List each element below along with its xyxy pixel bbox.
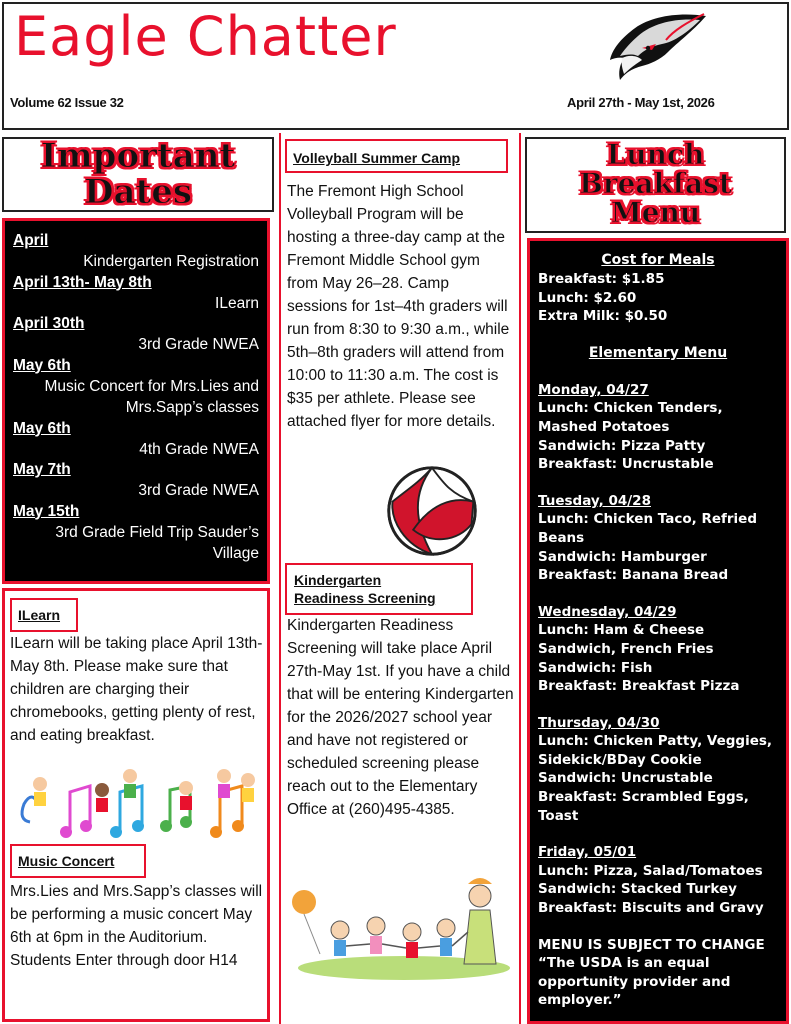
volleyball-camp-heading: Volleyball Summer Camp <box>285 139 508 173</box>
menu-item: Sandwich: Hamburger <box>538 548 707 565</box>
ilearn-heading: ILearn <box>10 598 78 632</box>
ilearn-text: ILearn will be taking place April 13th-May 8th. Please make sure that children are charging their chromebooks, getting plenty of rest, and eating breakfast. <box>10 635 263 744</box>
menu-item: Breakfast: Banana Bread <box>538 567 729 584</box>
menu-item: Lunch: Chicken Tenders, Mashed Potatoes <box>538 400 723 435</box>
meal-cost: Lunch: $2.60 <box>538 289 637 306</box>
issue-date-range: April 27th - May 1st, 2026 <box>567 95 715 110</box>
kinder-heading-line1: Kindergarten <box>294 572 382 588</box>
date-label: May 6th <box>13 356 71 374</box>
menu-day-heading: Friday, 05/01 <box>538 844 637 861</box>
date-label: April <box>13 232 49 249</box>
menu-panel <box>527 238 789 1024</box>
date-item <box>13 314 259 356</box>
menu-heading-line2: Breakfast <box>579 167 732 200</box>
menu-day-heading: Tuesday, 04/28 <box>538 492 651 509</box>
elementary-menu-heading: Elementary Menu <box>588 344 728 361</box>
important-heading-line2: Dates <box>84 172 192 212</box>
volume-issue: Volume 62 Issue 32 <box>10 95 124 110</box>
date-description: 3rd Grade Field Trip Sauder’s Village <box>55 523 259 562</box>
date-description: ILearn <box>215 294 259 312</box>
menu-day-heading: Monday, 04/27 <box>538 381 649 398</box>
meal-cost: Breakfast: $1.85 <box>538 271 665 287</box>
music-concert-text: Mrs.Lies and Mrs.Sapp’s classes will be performing a music concert May 6th at 6pm in the Auditorium. Students Enter through door H14 <box>10 883 263 969</box>
date-label: April 13th- May 8th <box>13 273 152 291</box>
date-description: 3rd Grade NWEA <box>138 482 259 499</box>
date-description: Kindergarten Registration <box>83 253 259 270</box>
date-item <box>13 419 259 461</box>
menu-day-heading: Thursday, 04/30 <box>538 714 660 731</box>
volleyball-camp-text: The Fremont High School Volleyball Program will be hosting a three-day camp at the Fremont Middle School gym from May 26–28. Camp sessions for 1st–4th graders will run from 8:30 to 9:30 a.m., while 5th–8th graders will attend from 10:00 to 11:30 a.m. The cost is $35 per athlete. Please see attached flyer for more details. <box>287 183 510 430</box>
menu-item: Sandwich: Fish <box>538 659 653 676</box>
kindergarten-screening-text: Kindergarten Readiness Screening will take place April 27th-May 1st. If you have a child that will be entering Kindergarten for the 2026/2027 school year and have not registered or scheduled screening please reach out to the Elementary Office at (260)495-4385. <box>287 617 514 818</box>
menu-change-notice: MENU IS SUBJECT TO CHANGE <box>538 936 765 953</box>
date-label: May 6th <box>13 419 71 437</box>
date-label: May 15th <box>13 502 80 520</box>
column-divider <box>279 133 281 1024</box>
menu-item: Breakfast: Uncrustable <box>538 456 714 473</box>
kinder-heading-line2: Readiness Screening <box>294 590 436 606</box>
menu-day-heading: Wednesday, 04/29 <box>538 603 677 620</box>
menu-item: Sandwich: Uncrustable <box>538 770 713 787</box>
date-item <box>13 502 259 565</box>
menu-day <box>538 381 778 474</box>
lunch-breakfast-menu-heading <box>527 140 784 227</box>
menu-item: Sandwich: Stacked Turkey <box>538 881 737 898</box>
menu-item: Breakfast: Breakfast Pizza <box>538 678 740 695</box>
date-description: 3rd Grade NWEA <box>138 336 259 353</box>
music-kids-illustration-icon <box>10 762 260 840</box>
cost-for-meals-heading: Cost for Meals <box>601 252 715 268</box>
music-concert-heading: Music Concert <box>10 844 146 878</box>
important-dates-heading <box>4 138 272 210</box>
important-dates-list <box>2 218 270 584</box>
date-item <box>13 460 259 502</box>
meal-cost: Extra Milk: $0.50 <box>538 308 668 325</box>
menu-item: Lunch: Chicken Patty, Veggies, Sidekick/BDay Cookie <box>538 733 773 768</box>
usda-statement: “The USDA is an equal opportunity provider and employer.” <box>538 955 731 1009</box>
newsletter-title: Eagle Chatter <box>14 5 397 68</box>
kindergarten-screening-heading <box>285 563 473 615</box>
date-item <box>13 273 259 315</box>
menu-item: Breakfast: Scrambled Eggs, Toast <box>538 789 749 824</box>
menu-item: Lunch: Chicken Taco, Refried Beans <box>538 511 757 546</box>
menu-item: Breakfast: Biscuits and Gravy <box>538 900 764 917</box>
menu-item: Lunch: Pizza, Salad/Tomatoes <box>538 862 763 879</box>
date-description: 4th Grade NWEA <box>139 440 259 458</box>
menu-day <box>538 603 778 696</box>
date-label: May 7th <box>13 461 71 478</box>
date-item <box>13 356 259 419</box>
menu-heading-line1: Lunch <box>606 138 705 171</box>
date-label: April 30th <box>13 315 85 332</box>
menu-day <box>538 492 778 585</box>
menu-day <box>538 714 778 826</box>
volleyball-icon <box>385 464 479 558</box>
kids-holding-hands-illustration-icon <box>284 872 514 982</box>
date-item <box>13 231 259 273</box>
eagle-head-icon <box>608 10 708 84</box>
menu-item: Lunch: Ham & Cheese Sandwich, French Fries <box>538 622 714 657</box>
menu-day <box>538 843 778 917</box>
date-description: Music Concert for Mrs.Lies and Mrs.Sapp’s classes <box>44 377 259 416</box>
menu-item: Sandwich: Pizza Patty <box>538 437 706 454</box>
important-heading-line1: Important <box>40 136 236 176</box>
menu-heading-line3: Menu <box>610 196 701 229</box>
column-divider <box>519 133 521 1024</box>
